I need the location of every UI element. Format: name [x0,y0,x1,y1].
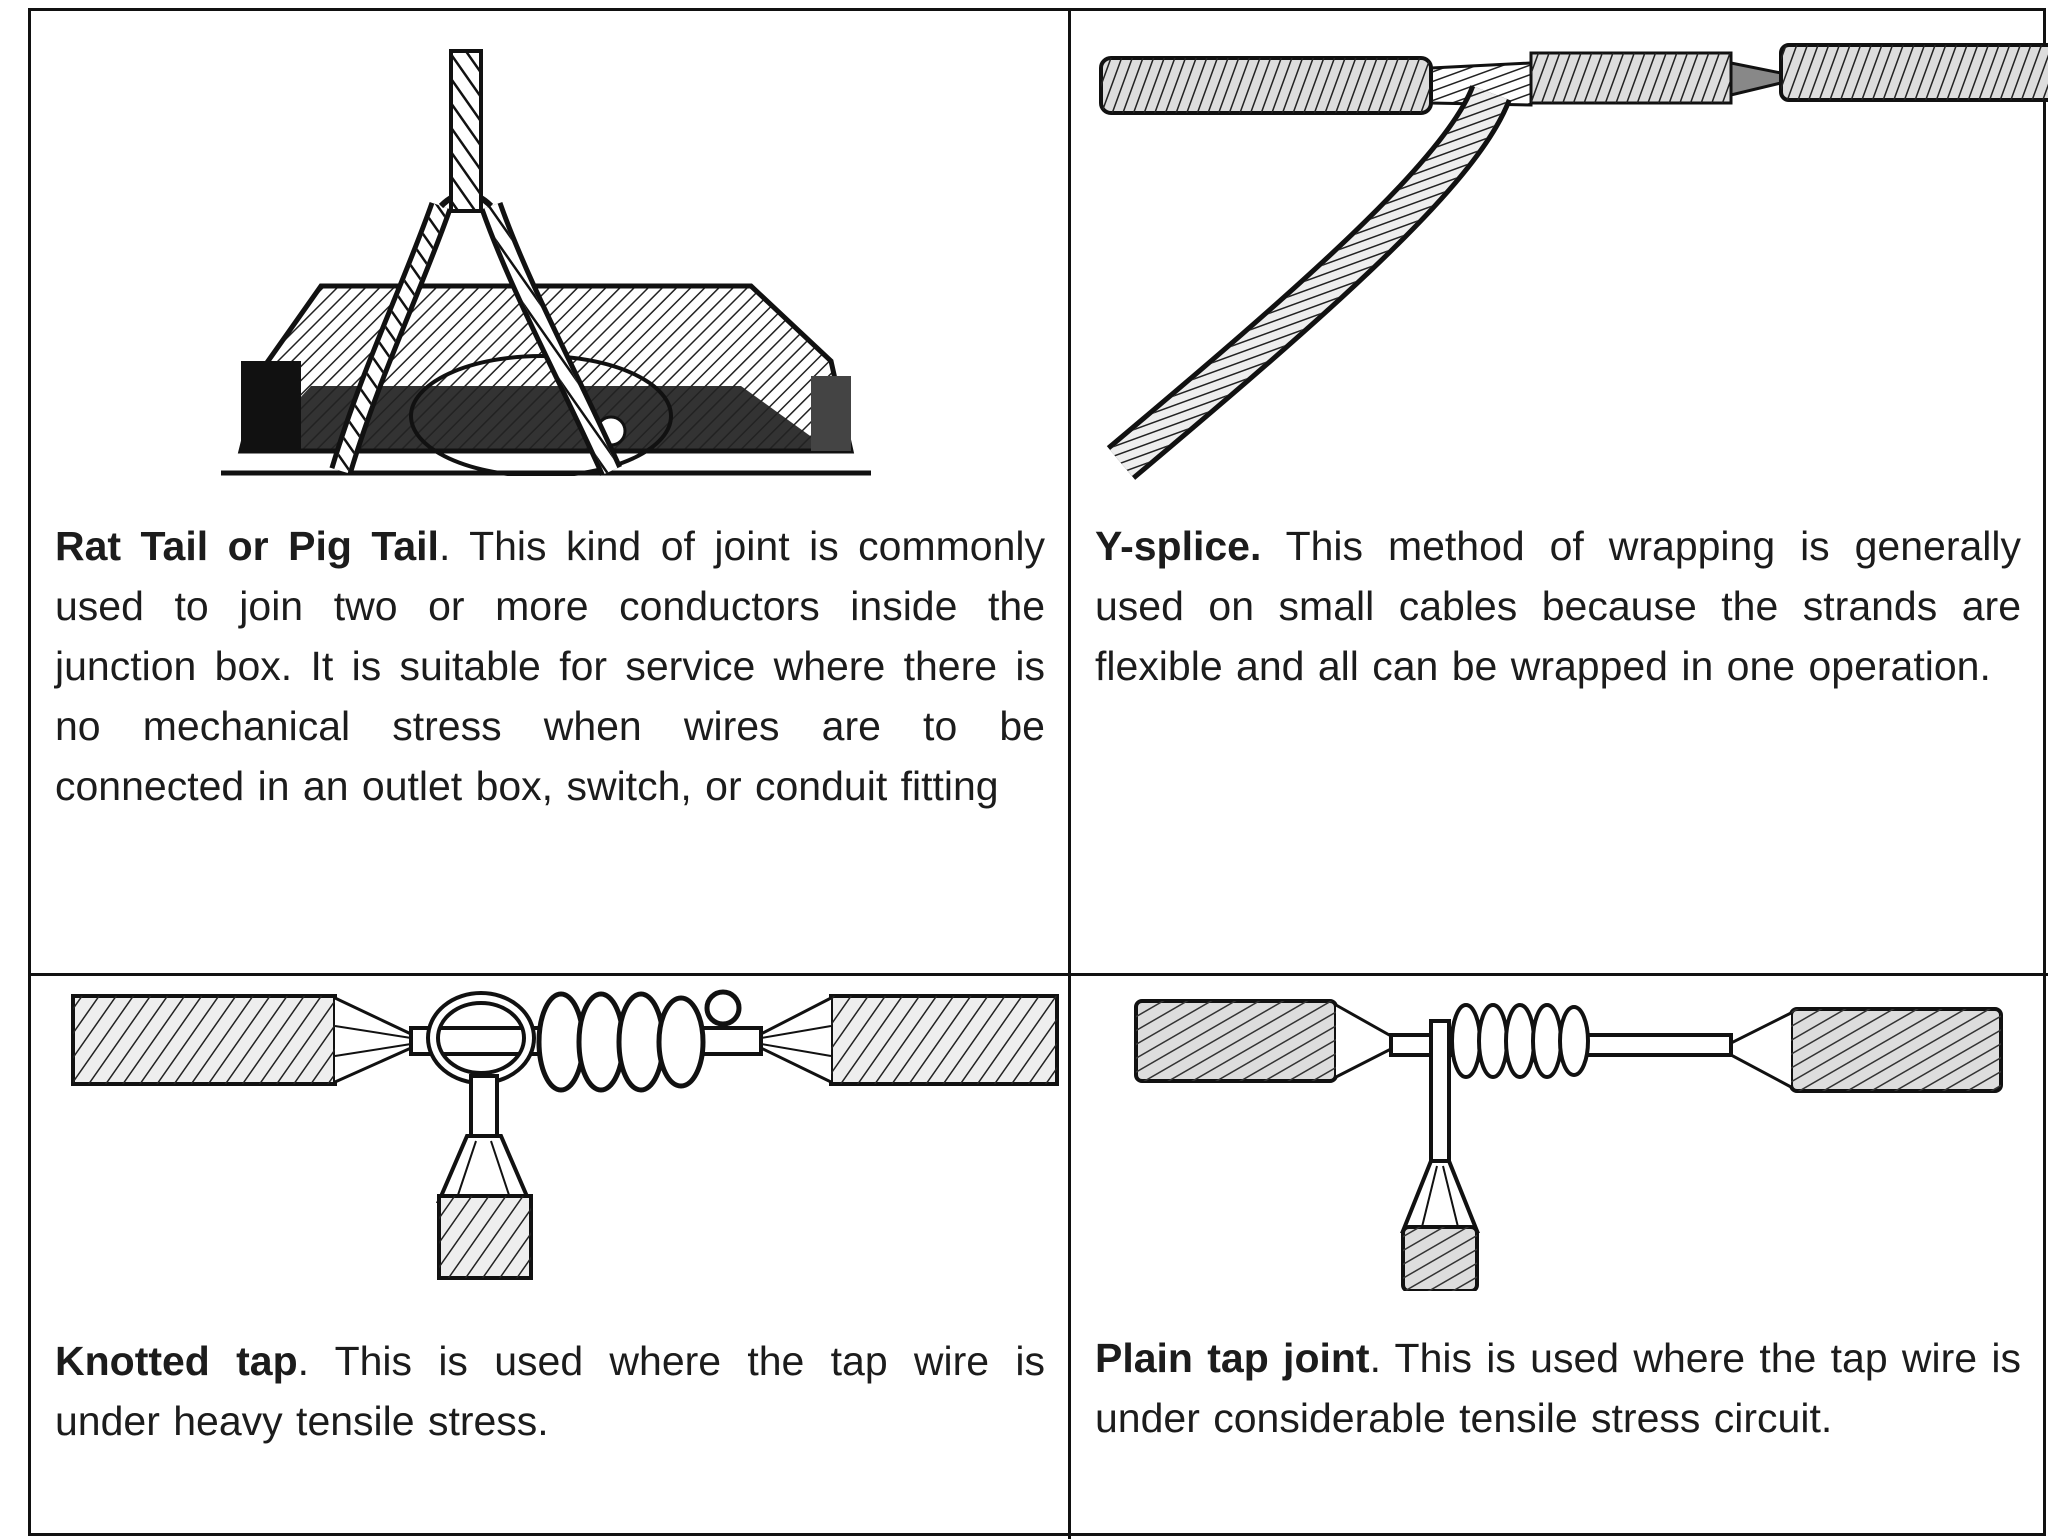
cell-knotted-tap [31,976,1071,1539]
knotted-tap-description [55,1331,1045,1451]
cell-y-splice [1071,11,2048,976]
y-splice-description [1095,516,2021,696]
plain-tap-joint-description [1095,1328,2021,1448]
cell-plain-tap-joint [1071,976,2048,1539]
rat-tail-description [55,516,1045,816]
knotted-tap-title: Knotted tap [55,1338,298,1384]
plain-tap-joint-body: . This is used where the tap wire is under considerable tensile stress circuit. [1095,1335,2021,1441]
y-splice-title: Y-splice. [1095,523,1262,569]
plain-tap-joint-illustration [1131,991,2011,1291]
plain-tap-joint-title: Plain tap joint [1095,1335,1370,1381]
cell-rat-tail [31,11,1071,976]
joint-types-table [28,8,2046,1536]
rat-tail-title: Rat Tail or Pig Tail [55,523,439,569]
rat-tail-joint-illustration [211,31,891,476]
knotted-tap-body: . This is used where the tap wire is under heavy tensile stress. [55,1338,1045,1444]
y-splice-body: This method of wrapping is generally used on small cables because the strands are flexible and all can be wrapped in one operation. [1095,523,2021,689]
y-splice-illustration [1091,23,2048,483]
rat-tail-body: . This kind of joint is commonly used to join two or more conductors inside the junction box. It is suitable for service where there is no mechanical stress when wires are to be connected in an outlet box, switch, or conduit fitting [55,523,1045,809]
knotted-tap-illustration [71,986,1061,1286]
